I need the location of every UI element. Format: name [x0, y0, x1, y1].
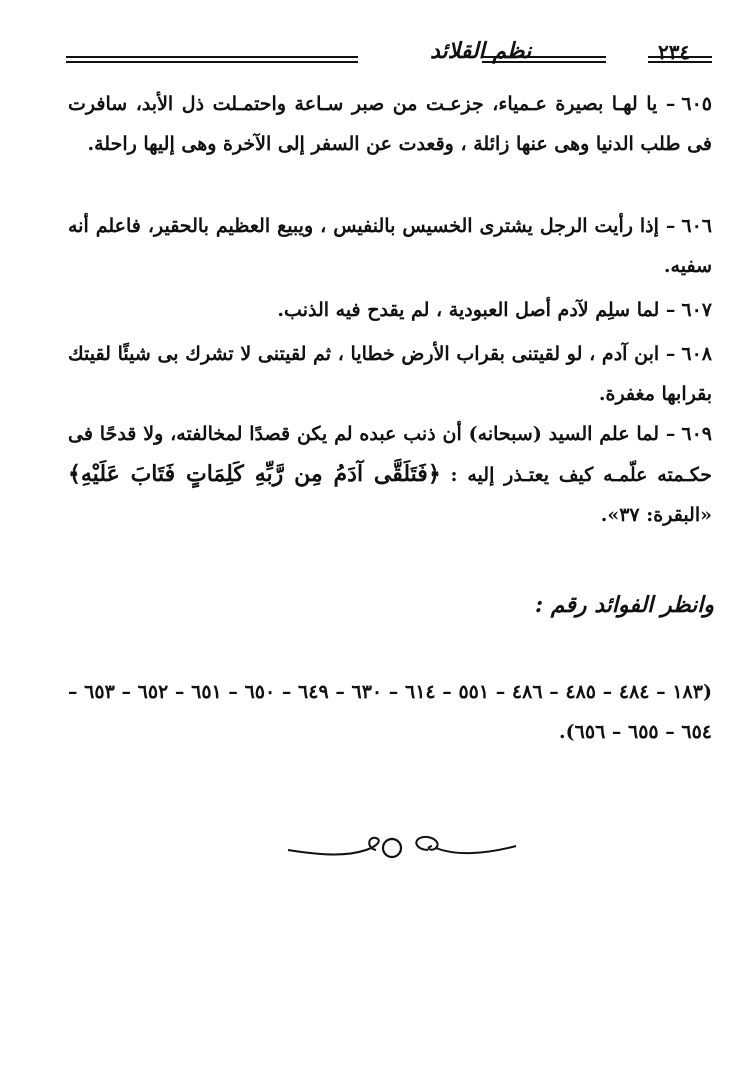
quran-verse: ﴿فَتَلَقَّى آدَمُ مِن رَّبِّهِ كَلِمَاتٍ فَتَابَ عَلَيْهِ﴾ [68, 461, 441, 487]
see-also-references: (١٨٣ – ٤٨٤ – ٤٨٥ – ٤٨٦ – ٥٥١ – ٦١٤ – ٦٣٠ – ٦٤٩ – ٦٥٠ – ٦٥١ – ٦٥٢ – ٦٥٣ – ٦٥٤ – ٦٥٥ – ٦٥٦). [68, 681, 712, 743]
entry-607 [68, 290, 712, 330]
running-title: نظم القلائد [430, 38, 532, 64]
header-rule-right [648, 56, 712, 63]
entry-text: – لما سلِم لآدم أصل العبودية ، لم يقدح فيه الذنب. [277, 299, 676, 321]
entry-number: ٦٠٧ [681, 299, 712, 321]
entry-number: ٦٠٩ [681, 423, 712, 445]
page-number: ٢٣٤ [658, 40, 691, 64]
entry-number: ٦٠٨ [681, 343, 712, 365]
header-rule-middle [482, 56, 606, 63]
entry-text: – يا لهـا بصيرة عـمياء، جزعـت من صبر سـاعة واحتمـلت ذل الأبد، سافرت فى طلب الدنيا وهى عنها زائلة ، وقعدت عن السفر إلى الآخرة وهى إليها راحلة. [68, 93, 712, 155]
entry-text: – لما علم السيد (سبحانه) أن ذنب عبده لم يكن قصدًا لمخالفته، ولا قدحًا فى حكـمته علّمـه كيف يعتـذر إليه : [68, 423, 712, 486]
entry-number: ٦٠٦ [681, 215, 712, 237]
entry-text: – ابن آدم ، لو لقيتنى بقراب الأرض خطايا ، ثم لقيتنى لا تشرك بى شيئًا لقيتك بقرابها مغفرة. [68, 343, 712, 405]
header-rule-left [66, 56, 358, 63]
entry-text: – إذا رأيت الرجل يشترى الخسيس بالنفيس ، ويبيع العظيم بالحقير، فاعلم أنه سفيه. [68, 215, 712, 277]
verse-citation: «البقرة: ٣٧». [600, 504, 712, 526]
entry-606 [68, 206, 712, 286]
see-also-heading: وانظر الفوائد رقم : [534, 592, 714, 618]
ornament-divider [286, 826, 518, 866]
entry-609 [68, 414, 712, 535]
entry-605 [68, 84, 712, 164]
page-header [66, 40, 712, 72]
entry-number: ٦٠٥ [681, 93, 712, 115]
entry-608 [68, 334, 712, 414]
